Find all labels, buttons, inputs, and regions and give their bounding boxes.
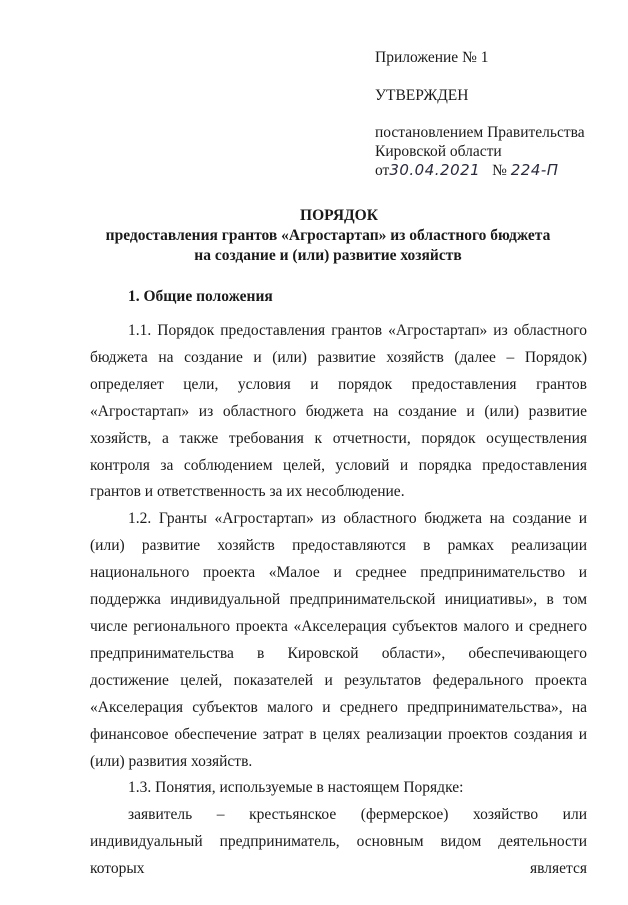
annex-label: Приложение № 1	[375, 49, 489, 66]
section-heading: 1. Общие положения	[128, 288, 273, 305]
document-title	[0, 206, 628, 266]
decree-reference	[375, 123, 615, 180]
document-body	[90, 318, 587, 883]
handwritten-date: 30.04.2021	[389, 161, 481, 179]
number-prefix: №	[492, 162, 507, 179]
decree-date-line	[375, 161, 615, 180]
handwritten-number: 224-П	[510, 161, 559, 179]
approved-label: УТВЕРЖДЕН	[375, 87, 469, 104]
decree-line-2: Кировской области	[375, 143, 502, 160]
paragraph-1-2: 1.2. Гранты «Агростартап» из областного бюджета на создание и (или) развитие хозяйств предоставляются в рамках реализации национального проекта «Малое и среднее предпринимательство и поддержка индивидуальной предпринимательской инициативы», в том числе регионального проекта «Акселерация субъектов малого и среднего предпринимательства в Кировской области», обеспечивающего достижение целей, показателей и результатов федерального проекта «Акселерация субъектов малого и среднего предпринимательства», на финансовое обеспечение затрат в целях реализации проектов создания и (или) развития хозяйств.	[90, 510, 587, 770]
date-prefix: от	[375, 162, 390, 179]
approval-stamp	[375, 48, 615, 180]
paragraph-1-3: 1.3. Понятия, используемые в настоящем Порядке:	[128, 779, 464, 797]
paragraph-1-1: 1.1. Порядок предоставления грантов «Агростартап» из областного бюджета на создание и (или) развитие хозяйств (далее – Порядок) определяет цели, условия и порядок предоставления грантов «Агростартап» из областного бюджета на создание и (или) развитие хозяйств, а также требования к отчетности, порядок осуществления контроля за соблюдением целей, условий и порядка предоставления грантов и ответственность за их несоблюдение.	[90, 322, 587, 501]
title-line-3: на создание и (или) развитие хозяйств	[194, 247, 462, 264]
paragraph-definition-applicant: заявитель – крестьянское (фермерское) хозяйство или индивидуальный предприниматель, основным видом деятельности которых является	[90, 806, 587, 878]
title-line-1: ПОРЯДОК	[300, 207, 378, 224]
decree-line-1: постановлением Правительства	[375, 124, 585, 141]
title-line-2: предоставления грантов «Агростартап» из областного бюджета	[105, 227, 551, 244]
